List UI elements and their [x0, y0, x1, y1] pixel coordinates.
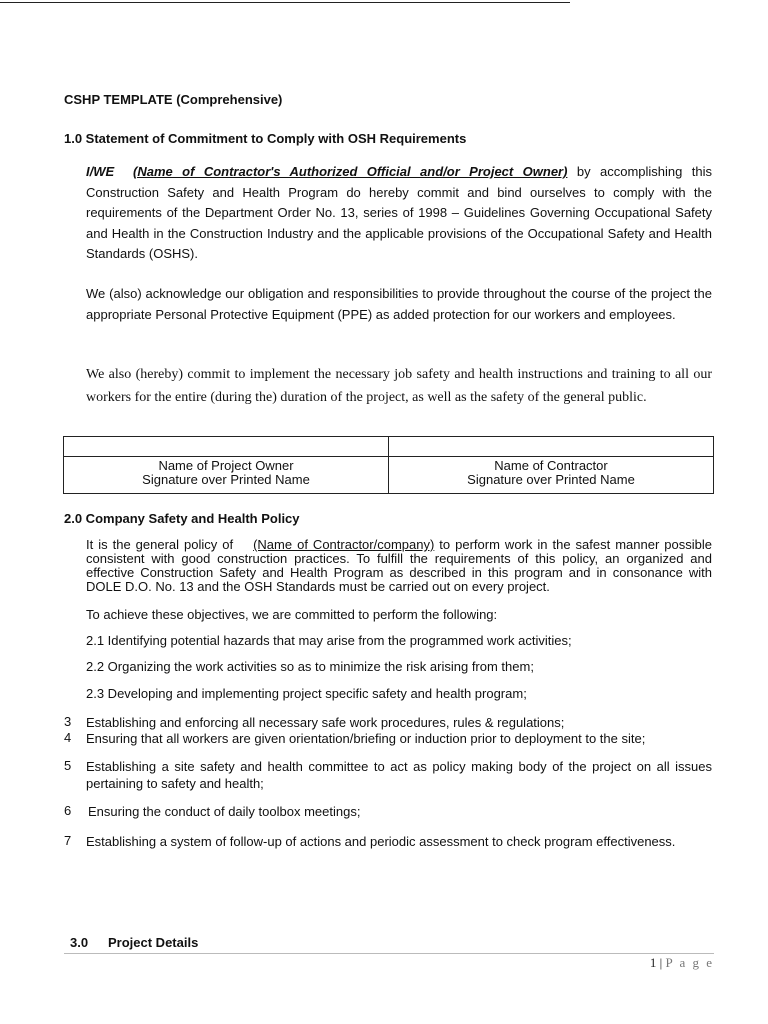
- commitment-paragraph: [86, 162, 712, 265]
- list-item-4: Ensuring that all workers are given orientation/briefing or induction prior to deployment to the site;: [86, 731, 646, 746]
- policy-paragraph: [86, 538, 712, 594]
- list-item-5: Establishing a site safety and health committee to act as policy making body of the project on all issues pertaining to safety and health;: [86, 759, 712, 791]
- list-number-3: 3: [64, 714, 72, 729]
- contractor-name-label: Name of Contractor: [494, 458, 608, 473]
- commitment-paragraph-text: by accomplishing this Construction Safety and Health Program do hereby commit and bind ourselves to comply with the requirements of the Department Order No. 13, series of 1998 – Guidelines Governing Occupational Safety and Health in the Construction Industry and the applicable provisions of the Occupational Safety and Health Standards (OSHS).: [86, 164, 712, 261]
- list-number-5: 5: [64, 758, 72, 773]
- owner-signature-cell: [64, 437, 389, 457]
- contractor-signature-cell: [389, 437, 714, 457]
- contractor-signature-label: Signature over Printed Name: [467, 472, 635, 487]
- ppe-paragraph: We (also) acknowledge our obligation and responsibilities to provide throughout the course of the project the appropriate Personal Protective Equipment (PPE) as added protection for our workers and employees.: [86, 286, 712, 322]
- section-3-number: 3.0: [70, 935, 89, 950]
- document-title: CSHP TEMPLATE (Comprehensive): [64, 92, 283, 107]
- contractor-company-placeholder: (Name of Contractor/company): [253, 537, 435, 552]
- list-item-3: Establishing and enforcing all necessary safe work procedures, rules & regulations;: [86, 715, 565, 730]
- owner-name-label: Name of Project Owner: [158, 458, 294, 473]
- page-label: P a g e: [665, 955, 714, 970]
- contractor-name-cell: [389, 457, 714, 494]
- list-number-6: 6: [64, 803, 72, 818]
- section-2-heading: 2.0 Company Safety and Health Policy: [64, 511, 300, 526]
- page-number: 1: [649, 955, 657, 970]
- owner-signature-label: Signature over Printed Name: [142, 472, 310, 487]
- page-separator: |: [659, 955, 663, 970]
- footer-rule: [64, 953, 714, 954]
- section-3-heading: Project Details: [108, 935, 199, 950]
- list-item-2-3: 2.3 Developing and implementing project specific safety and health program;: [86, 686, 527, 701]
- policy-text: to perform work in the safest manner possible consistent with good construction practices. To fulfill the requirements of this policy, an organized and effective Construction Safety and Health Program as described in this program and in consonance with DOLE D.O. No. 13 and the OSH Standards must be carried out on every project.: [86, 537, 712, 594]
- signature-table: [63, 436, 714, 494]
- owner-name-cell: [64, 457, 389, 494]
- list-item-2-2: 2.2 Organizing the work activities so as to minimize the risk arising from them;: [86, 659, 534, 674]
- page-footer: [650, 955, 714, 971]
- training-paragraph: We also (hereby) commit to implement the necessary job safety and health instructions and training to all our workers for the entire (during the) duration of the project, as well as the safety of the general public.: [86, 367, 712, 405]
- list-number-4: 4: [64, 730, 72, 745]
- list-item-7: Establishing a system of follow-up of actions and periodic assessment to check program effectiveness.: [86, 834, 676, 849]
- iwe-label: I/WE: [86, 164, 115, 179]
- policy-lead: It is the general policy of: [86, 537, 234, 552]
- top-rule: [0, 2, 570, 3]
- section-1-heading: 1.0 Statement of Commitment to Comply with OSH Requirements: [64, 131, 467, 146]
- list-number-7: 7: [64, 833, 72, 848]
- authorized-official-placeholder: (Name of Contractor's Authorized Official and/or Project Owner): [133, 164, 568, 179]
- list-item-2-1: 2.1 Identifying potential hazards that may arise from the programmed work activities;: [86, 633, 572, 648]
- list-item-6: Ensuring the conduct of daily toolbox meetings;: [88, 804, 361, 819]
- objectives-intro: To achieve these objectives, we are committed to perform the following:: [86, 607, 498, 622]
